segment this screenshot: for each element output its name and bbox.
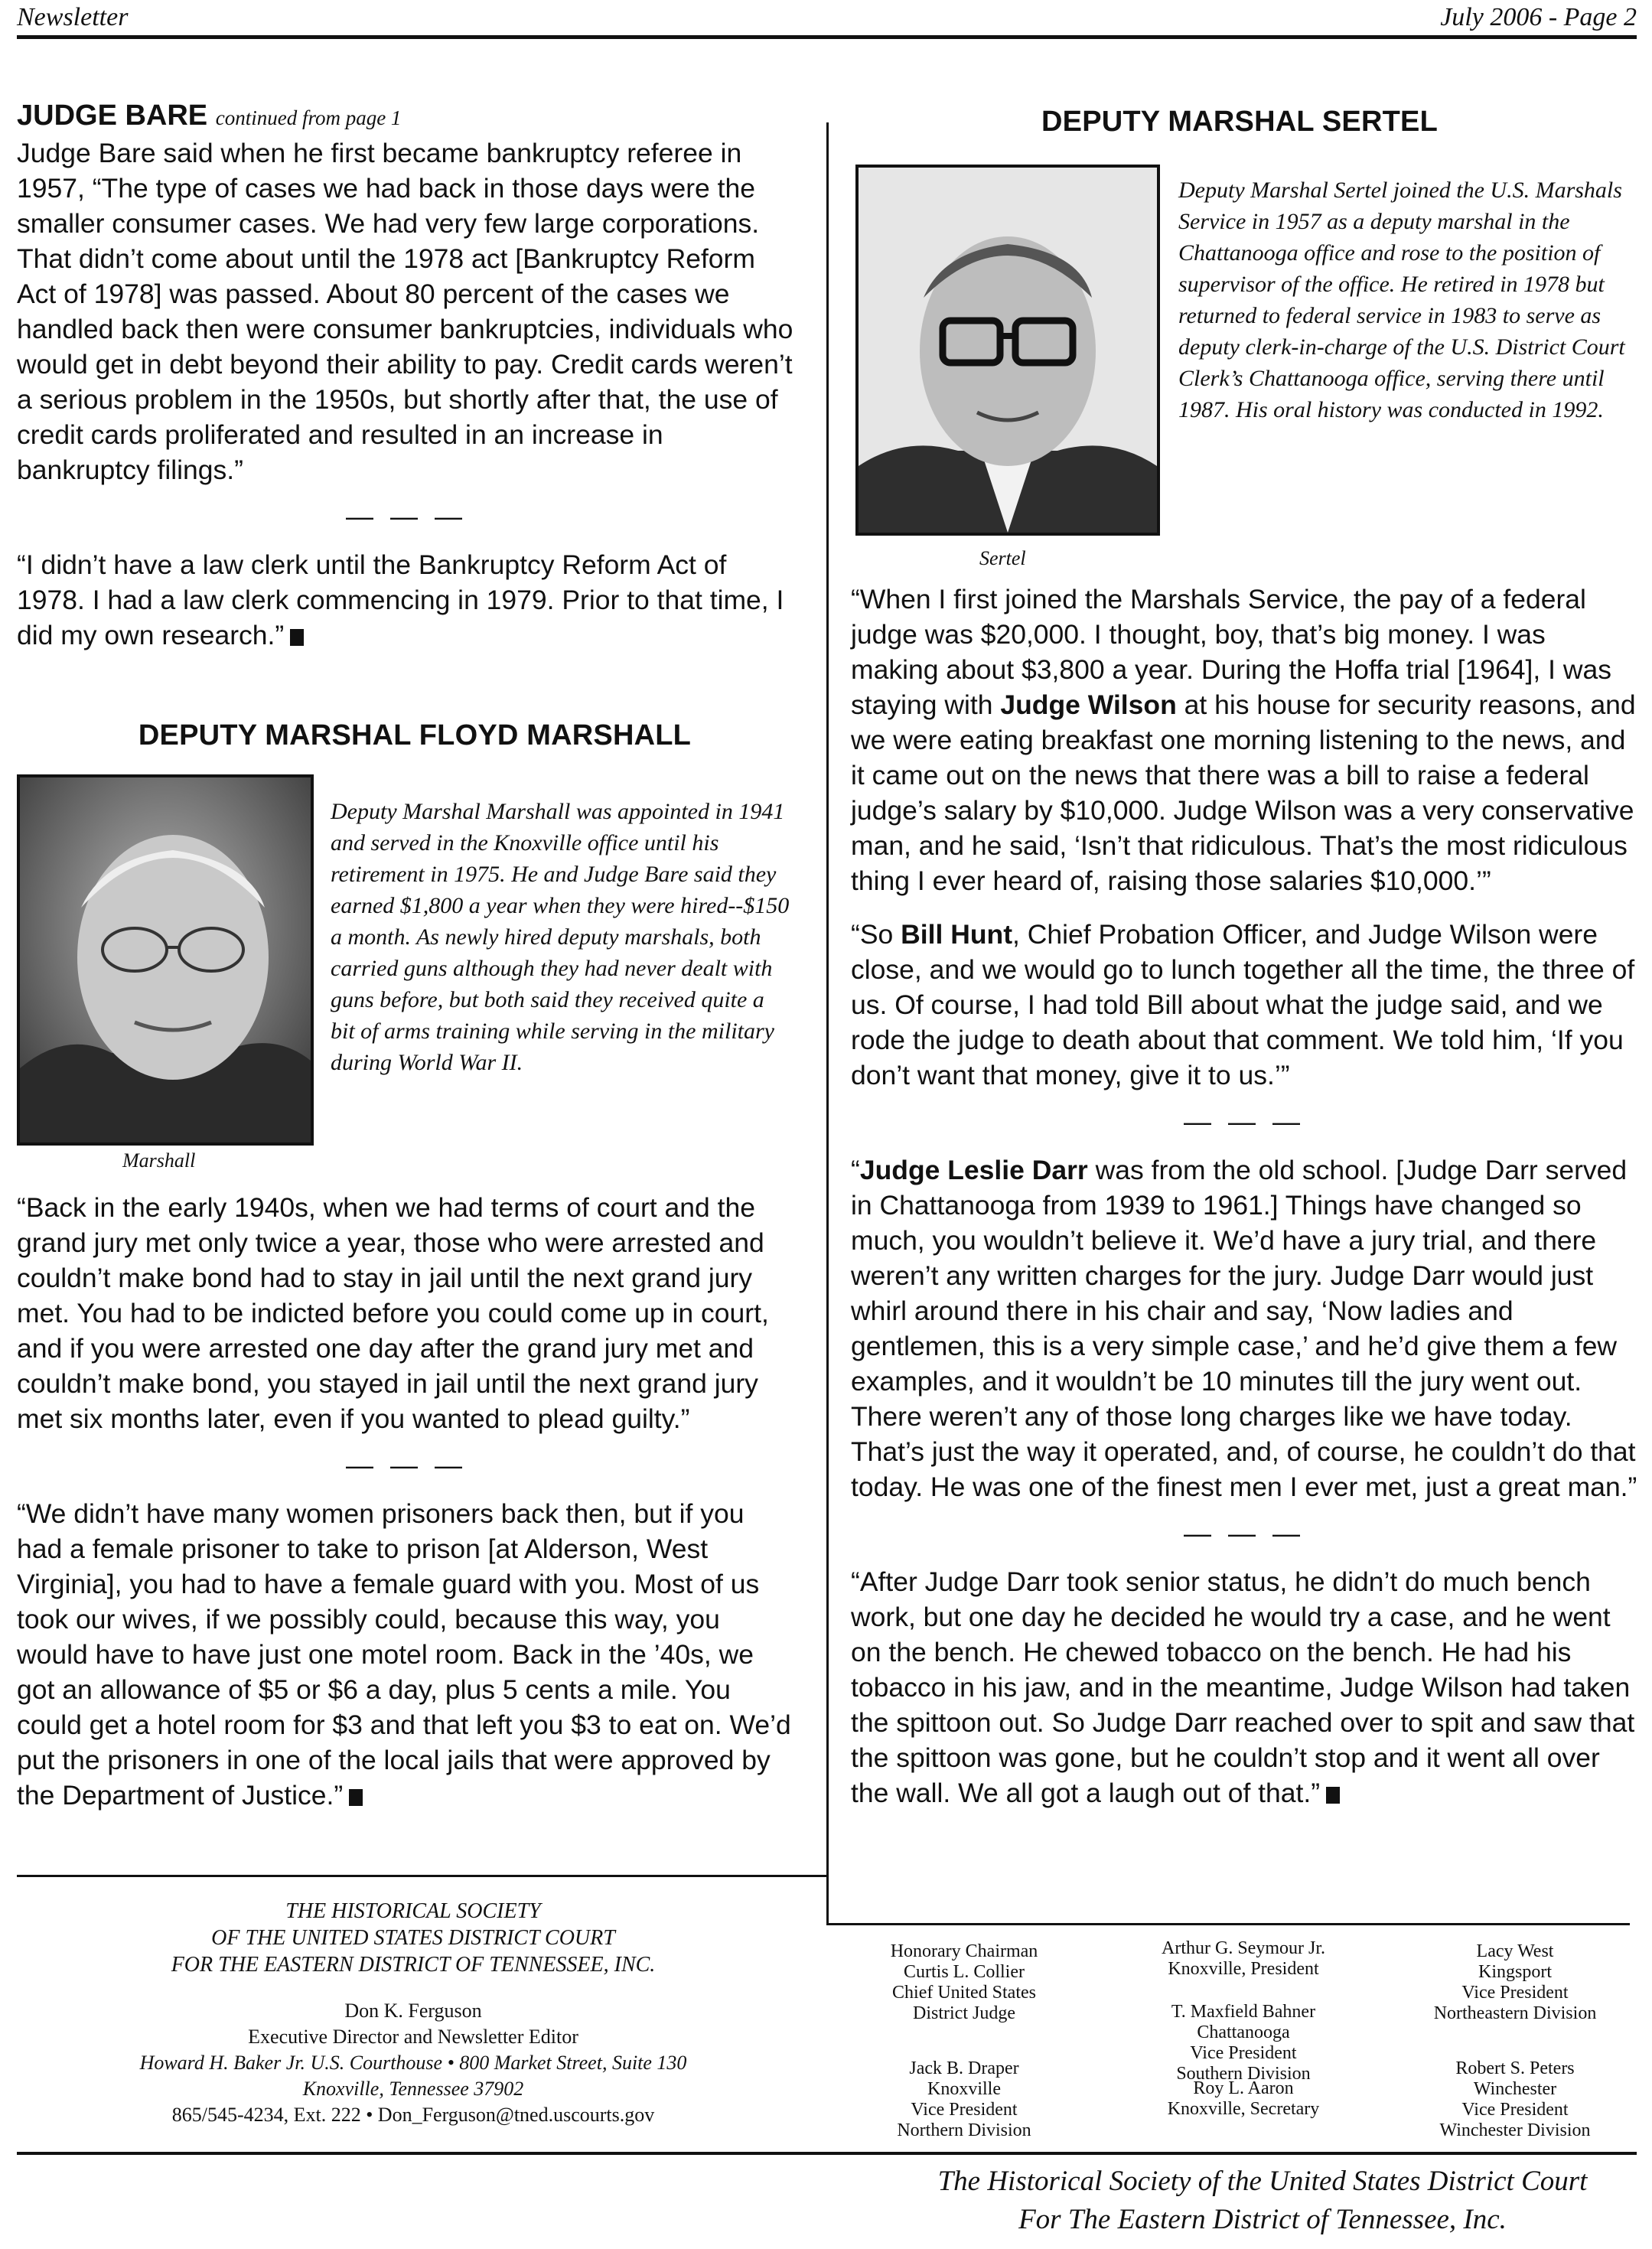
continued-note: continued from page 1 bbox=[215, 106, 402, 129]
judge-bare-paragraph-2-text: “I didn’t have a law clerk until the Bankruptcy Reform Act of 1978. I had a law clerk commencing in 1979. Prior to that time, I did my own research.” bbox=[17, 549, 784, 650]
footer-society-name bbox=[888, 2163, 1637, 2239]
bill-hunt-name: Bill Hunt bbox=[901, 919, 1013, 950]
judge-bare-paragraph-2 bbox=[17, 547, 796, 653]
newsletter-label: Newsletter bbox=[17, 3, 129, 31]
officer-line: Winchester bbox=[1473, 2079, 1557, 2099]
society-address-1: Howard H. Baker Jr. U.S. Courthouse • 800 Market Street, Suite 130 bbox=[139, 2052, 687, 2074]
sertel-paragraph-4 bbox=[851, 1564, 1637, 1811]
issue-date-page: July 2006 - Page 2 bbox=[1440, 3, 1637, 31]
sertel-portrait-image bbox=[859, 168, 1157, 533]
sertel-bio: Deputy Marshal Sertel joined the U.S. Marshals Service in 1957 as a deputy marshal in the Chattanooga office and rose to the position of supervisor of the office. He retired in 1978 but returned to federal service in 1983 to serve as deputy clerk-in-charge of the U.S. District Court Clerk’s Chattanooga office, serving there until 1987. His oral history was conducted in 1992. bbox=[1178, 178, 1625, 422]
officer-line: Knoxville bbox=[927, 2079, 1001, 2099]
director-name: Don K. Ferguson bbox=[344, 2000, 482, 2022]
sertel-paragraph-3 bbox=[851, 1152, 1637, 1504]
marshall-bio: Deputy Marshal Marshall was appointed in 1941 and served in the Knoxville office until his retirement in 1975. He and Judge Bare said they earned $1,800 a year when they were hired--$150 a month. As newly hired deputy marshals, both carried guns although they had never dealt with guns before, but both said they received quite a bit of arms training while serving in the military during World War II. bbox=[331, 799, 790, 1075]
judge-darr-name: Judge Leslie Darr bbox=[859, 1155, 1088, 1185]
marshall-paragraph-1: “Back in the early 1940s, when we had terms of court and the grand jury met only twice a year, those who were arrested and couldn’t make bond had to stay in jail until the next grand jury met. You had to be indicted before you could come up in court, and if you were arrested one day after the grand jury met and couldn’t make bond, you stayed in jail until the next grand jury met six months later, even if you wanted to plead guilty.” bbox=[17, 1192, 769, 1434]
marshall-article bbox=[17, 1190, 796, 1831]
section-separator: — — — bbox=[1183, 1517, 1305, 1549]
marshall-photo bbox=[17, 774, 314, 1146]
officer-line: Knoxville, President bbox=[1168, 1959, 1319, 1979]
officer-secretary bbox=[1117, 2078, 1370, 2120]
sertel-photo-caption: Sertel bbox=[979, 547, 1026, 569]
officer-line: T. Maxfield Bahner bbox=[1171, 2002, 1316, 2022]
marshall-paragraph-2 bbox=[17, 1496, 796, 1813]
officer-line: District Judge bbox=[913, 2003, 1015, 2023]
society-name-line-3: FOR THE EASTERN DISTRICT OF TENNESSEE, INC. bbox=[171, 1953, 656, 1977]
end-mark-icon bbox=[1326, 1787, 1340, 1804]
society-address-2: Knoxville, Tennessee 37902 bbox=[302, 2078, 524, 2100]
officer-vp-winchester bbox=[1389, 2058, 1641, 2141]
sertel-paragraph-3-text: was from the old school. [Judge Darr served in Chattanooga from 1939 to 1961.] Things have changed so much, you wouldn’t believe it. We’d have a jury trial, and there weren’t any written charges for the jury. Judge Darr would just whirl around there in his chair and say, ‘Now ladies and gentlemen, this is a very simple case,’ and he’d give them a few examples, and it wouldn’t be 10 minutes till the jury went out. There weren’t any of those long charges like we have today. That’s just the way it operated, and, of course, he couldn’t do that today. He was one of the finest men I ever met, just a great man.” bbox=[851, 1155, 1637, 1502]
officer-line: Vice President bbox=[1461, 2100, 1569, 2120]
officer-line: Vice President bbox=[911, 2100, 1018, 2120]
sertel-paragraph-1-text-b: at his house for security reasons, and we were eating breakfast one morning listening to the news, and it came out on the news that there was a bill to raise a federal judge’s salary by $10,000. Judge Wilson was a very conservative man, and he said, ‘Isn’t that ridiculous. That’s the most ridiculous thing I ever heard of, raising those salaries $10,000.’” bbox=[851, 689, 1636, 896]
officer-line: Honorary Chairman bbox=[890, 1941, 1038, 1961]
right-column-bottom-rule bbox=[826, 1923, 1630, 1925]
marshall-photo-caption: Marshall bbox=[122, 1149, 196, 1172]
director-title: Executive Director and Newsletter Editor bbox=[248, 2026, 578, 2048]
sertel-paragraph-4-text: “After Judge Darr took senior status, he didn’t do much bench work, but one day he decided he would try a case, and he went on the bench. He chewed tobacco on the bench. He had his tobacco in his jaw, and in the meantime, Judge Wilson had taken the spittoon out. So Judge Darr reached over to spit and saw that the spittoon was gone, but he couldn’t stop and it went all over the wall. We all got a laugh out of that.” bbox=[851, 1566, 1635, 1808]
officer-line: Robert S. Peters bbox=[1455, 2058, 1575, 2078]
column-divider bbox=[826, 122, 829, 1925]
sertel-paragraph-2-text-b: , Chief Probation Officer, and Judge Wilson were close, and we would go to lunch together all the time, the three of us. Of course, I had told Bill about what the judge said, and we rode the judge to death about that comment. We told him, ‘If you don’t want that money, give it to us.’” bbox=[851, 919, 1635, 1090]
section-separator: — — — bbox=[345, 1449, 467, 1481]
society-masthead bbox=[61, 1898, 765, 2128]
society-contact: 865/545-4234, Ext. 222 • Don_Ferguson@tned.uscourts.gov bbox=[171, 2104, 655, 2126]
officer-line: Roy L. Aaron bbox=[1193, 2078, 1294, 2098]
officer-honorary-chairman bbox=[842, 1941, 1087, 2024]
officer-line: Vice President bbox=[1461, 1983, 1569, 2003]
section-separator: — — — bbox=[345, 500, 467, 532]
officer-line: Jack B. Draper bbox=[909, 2058, 1019, 2078]
officer-line: Winchester Division bbox=[1439, 2120, 1591, 2140]
society-name-line-2: OF THE UNITED STATES DISTRICT COURT bbox=[211, 1926, 615, 1950]
officer-line: Lacy West bbox=[1476, 1941, 1554, 1961]
footer-rule bbox=[17, 2152, 1637, 2155]
judge-bare-heading bbox=[17, 99, 796, 132]
judge-wilson-name: Judge Wilson bbox=[1000, 689, 1177, 720]
officer-line: Kingsport bbox=[1478, 1962, 1552, 1982]
judge-bare-article bbox=[17, 99, 796, 671]
sertel-paragraph-2 bbox=[851, 917, 1637, 1093]
officer-line: Northeastern Division bbox=[1433, 2003, 1597, 2023]
sertel-paragraph-1 bbox=[851, 582, 1637, 898]
officer-line: Vice President bbox=[1190, 2043, 1297, 2063]
marshall-heading: DEPUTY MARSHAL FLOYD MARSHALL bbox=[138, 719, 692, 751]
section-separator: — — — bbox=[1183, 1106, 1305, 1137]
officer-line: Chattanooga bbox=[1197, 2022, 1290, 2042]
sertel-photo bbox=[855, 165, 1160, 536]
officer-vp-northern bbox=[842, 2058, 1087, 2141]
header-rule bbox=[17, 35, 1637, 39]
officer-line: Curtis L. Collier bbox=[904, 1962, 1025, 1982]
left-column-bottom-rule bbox=[17, 1875, 828, 1877]
sertel-heading: DEPUTY MARSHAL SERTEL bbox=[1041, 106, 1438, 138]
end-mark-icon bbox=[290, 629, 304, 646]
marshall-portrait-image bbox=[20, 777, 311, 1142]
officer-line: Chief United States bbox=[892, 1983, 1036, 2003]
marshall-paragraph-2-text: “We didn’t have many women prisoners back then, but if you had a female prisoner to take to prison [at Alderson, West Virginia], you had to have a female guard with you. Most of us took our wives, if we possibly could, because this way, you would have to have just one motel room. Back in the ’40s, we got an allowance of $5 or $6 a day, plus 5 cents a mile. You could get a hotel room for $3 and that left you $3 to eat on. We’d put the prisoners in one of the local jails that were approved by the Department of Justice.” bbox=[17, 1498, 791, 1811]
officer-line: Arthur G. Seymour Jr. bbox=[1162, 1938, 1325, 1958]
officer-vp-southern bbox=[1117, 2002, 1370, 2084]
sertel-article bbox=[851, 582, 1637, 1829]
officer-line: Knoxville, Secretary bbox=[1167, 2099, 1320, 2119]
society-name-line-1: THE HISTORICAL SOCIETY bbox=[285, 1899, 541, 1923]
sertel-paragraph-3-quote: “ bbox=[851, 1155, 860, 1185]
footer-line-2: For The Eastern District of Tennessee, Inc. bbox=[1018, 2204, 1507, 2235]
footer-line-1: The Historical Society of the United States District Court bbox=[937, 2166, 1588, 2197]
officer-line: Northern Division bbox=[897, 2120, 1031, 2140]
judge-bare-title: JUDGE BARE bbox=[17, 99, 208, 132]
sertel-paragraph-2-text-a: “So bbox=[851, 919, 901, 950]
judge-bare-paragraph-1: Judge Bare said when he first became bankruptcy referee in 1957, “The type of cases we had back in those days were the smaller consumer cases. We had very few large corporations. That didn’t come about until the 1978 act [Bankruptcy Reform Act of 1978] was passed. About 80 percent of the cases we handled back then were consumer bankruptcies, individuals who would get in debt beyond their ability to pay. Credit cards weren’t a serious problem in the 1950s, but shortly after that, the use of credit cards proliferated and resulted in an increase in bankruptcy filings.” bbox=[17, 138, 793, 485]
officer-line: Southern Division bbox=[1176, 2064, 1311, 2084]
end-mark-icon bbox=[349, 1789, 363, 1806]
officer-vp-northeastern bbox=[1389, 1941, 1641, 2024]
officer-president bbox=[1117, 1938, 1370, 1980]
sertel-paragraph-1-text-a: “When I first joined the Marshals Service, the pay of a federal judge was $20,000. I thought, boy, that’s big money. I was making about $3,800 a year. During the Hoffa trial [1964], I was staying with bbox=[851, 584, 1611, 720]
